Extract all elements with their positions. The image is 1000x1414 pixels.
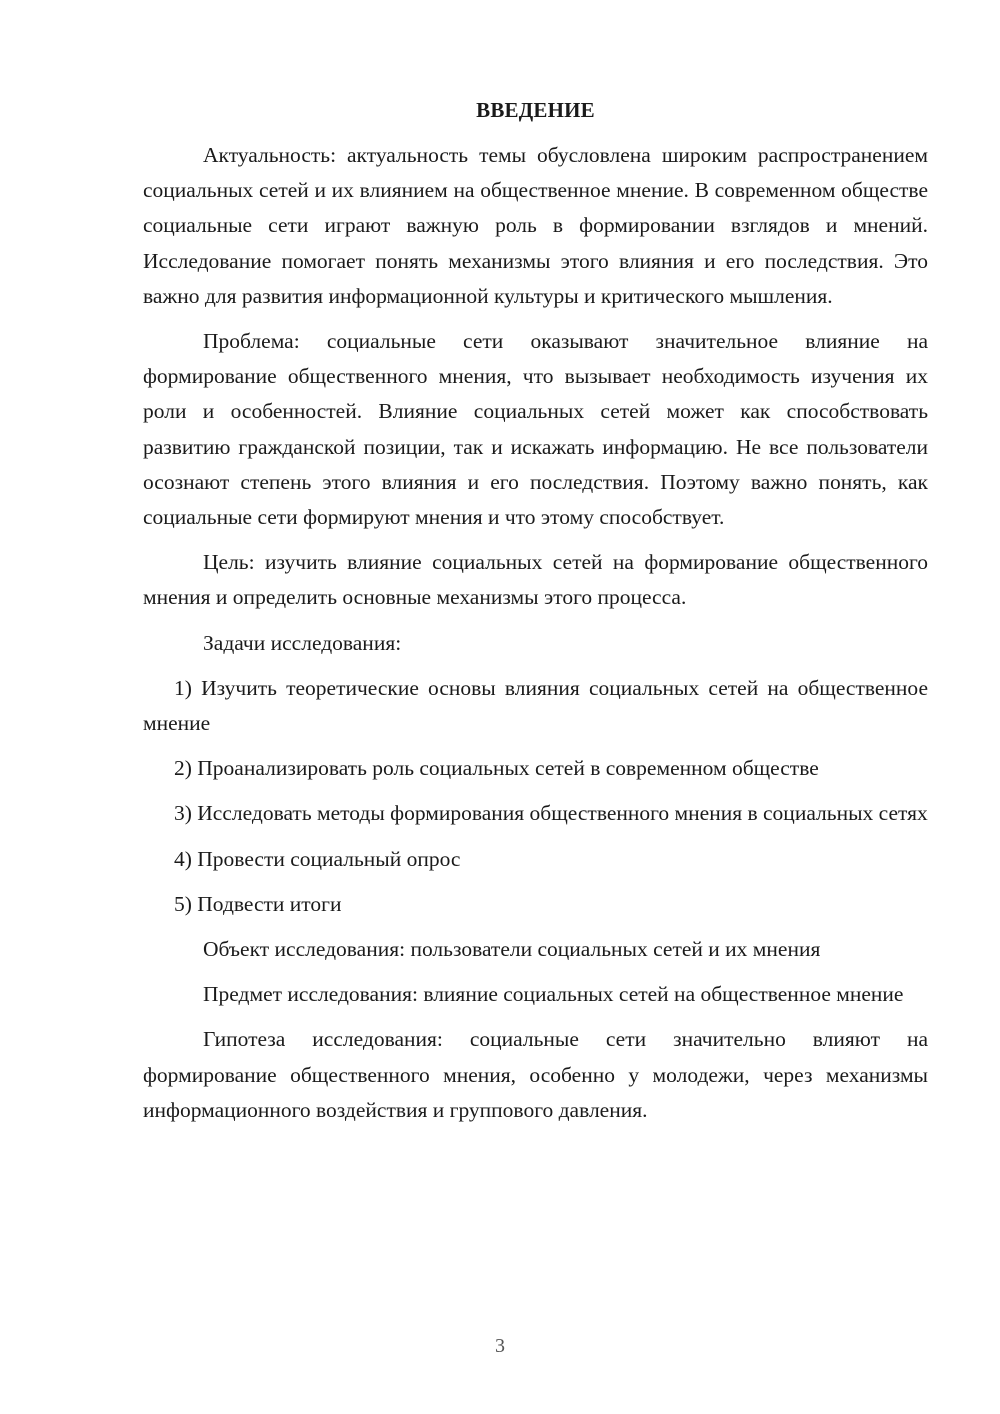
section-title: ВВЕДЕНИЕ	[476, 98, 595, 122]
task-item-3: 3) Исследовать методы формирования общественного мнения в социальных сетях	[174, 801, 928, 826]
subject-paragraph: Предмет исследования: влияние социальных сетей на общественное мнение	[203, 982, 904, 1007]
page-number: 3	[495, 1335, 505, 1357]
task-item-1: 1) Изучить теоретические основы влияния социальных сетей на общественное мнение	[143, 675, 928, 736]
task-item-2: 2) Проанализировать роль социальных сетей в современном обществе	[174, 756, 819, 781]
task-item-4: 4) Провести социальный опрос	[174, 846, 461, 871]
tasks-heading: Задачи исследования:	[203, 630, 402, 655]
task-item-5: 5) Подвести итоги	[174, 891, 342, 916]
object-paragraph: Объект исследования: пользователи социальных сетей и их мнения	[203, 937, 821, 962]
relevance-paragraph: Актуальность: актуальность темы обусловлена широким распространением социальных сетей и их влиянием на общественное мнение. В современном обществе социальные сети играют важную роль в формировании взглядов и мнений. Исследование помогает понять механизмы этого влияния и его последствия. Это важно для развития информационной культуры и критического мышления.	[143, 143, 928, 308]
document-body	[143, 93, 928, 1138]
goal-paragraph: Цель: изучить влияние социальных сетей на формирование общественного мнения и определить основные механизмы этого процесса.	[143, 550, 928, 610]
hypothesis-paragraph: Гипотеза исследования: социальные сети значительно влияют на формирование общественного мнения, особенно у молодежи, через механизмы информационного воздействия и группового давления.	[143, 1027, 928, 1122]
problem-paragraph: Проблема: социальные сети оказывают значительное влияние на формирование общественного мнения, что вызывает необходимость изучения их роли и особенностей. Влияние социальных сетей может как способствовать развитию гражданской позиции, так и искажать информацию. Не все пользователи осознают степень этого влияния и его последствия. Поэтому важно понять, как социальные сети формируют мнения и что этому способствует.	[143, 329, 928, 530]
